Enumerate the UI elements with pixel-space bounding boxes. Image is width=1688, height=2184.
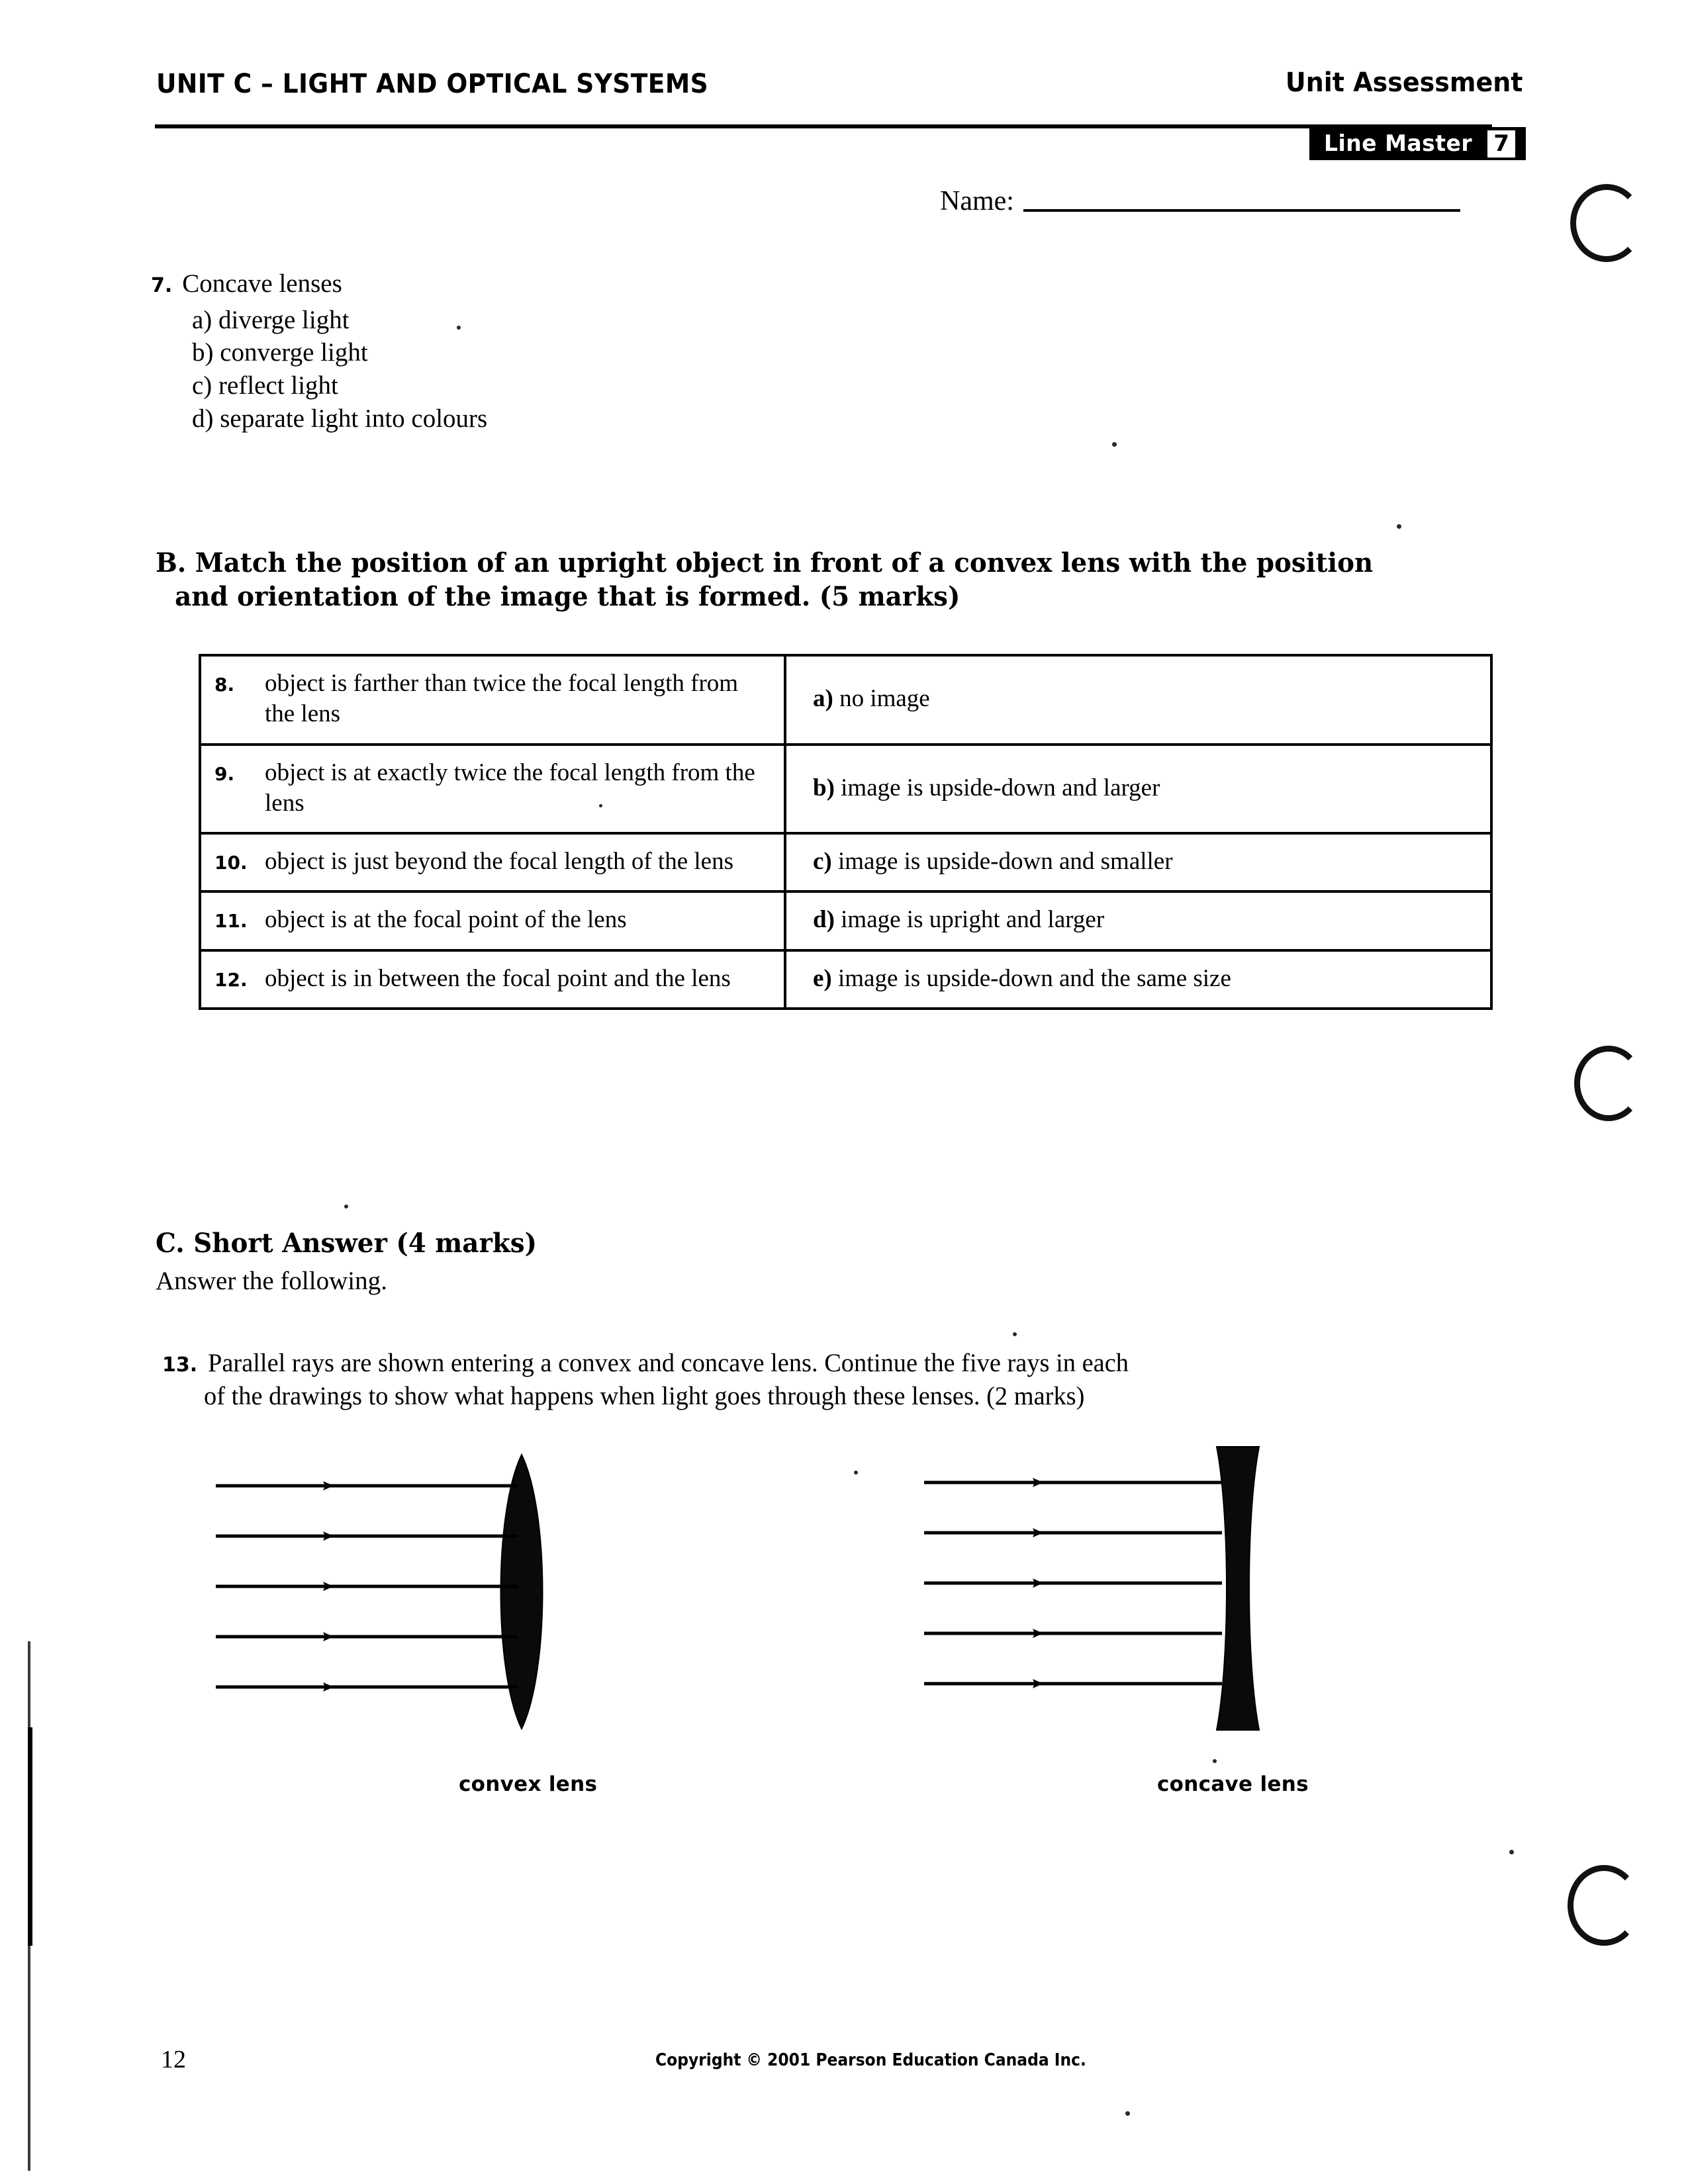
convex-lens-diagram[interactable] (212, 1449, 596, 1734)
question-7-options (192, 304, 1078, 436)
table-cell-option[interactable] (785, 891, 1491, 950)
item-number: 12. (214, 968, 248, 991)
scan-speck (344, 1205, 348, 1208)
matching-table (199, 654, 1493, 1010)
question-13-line-2: of the drawings to show what happens when light goes through these lenses. (2 marks) (204, 1381, 1085, 1410)
table-cell-prompt[interactable] (200, 833, 785, 891)
line-master-number: 7 (1487, 130, 1515, 158)
binder-hole-mark-icon (1574, 1046, 1643, 1121)
scan-speck (854, 1471, 858, 1475)
assessment-label: Unit Assessment (1285, 68, 1523, 98)
section-c-instruction: Answer the following. (156, 1267, 387, 1295)
copyright-notice: Copyright © 2001 Pearson Education Canada Inc. (655, 2050, 1086, 2070)
table-cell-prompt[interactable] (200, 745, 785, 834)
name-field-label: Name: (940, 186, 1014, 216)
item-prompt-text: object is farther than twice the focal length from the lens (265, 670, 739, 728)
scan-speck (457, 326, 461, 330)
option-text: no image (839, 685, 930, 713)
question-7-option-a[interactable]: a) diverge light (192, 305, 350, 334)
option-text: image is upside-down and larger (841, 774, 1160, 801)
section-c-heading: C. Short Answer (4 marks) (156, 1228, 537, 1259)
table-cell-option[interactable] (785, 950, 1491, 1009)
item-number: 11. (214, 910, 248, 933)
item-prompt-text: object is in between the focal point and the lens (265, 964, 731, 992)
question-7-option-c[interactable]: c) reflect light (192, 371, 338, 400)
table-row (200, 950, 1491, 1009)
scan-speck (1213, 1759, 1217, 1763)
scan-speck (1112, 442, 1117, 447)
option-letter: c) (813, 848, 832, 875)
question-13-line-1: Parallel rays are shown entering a convex and concave lens. Continue the five rays in each (208, 1349, 1129, 1377)
question-7-option-b[interactable]: b) converge light (192, 338, 368, 367)
line-master-label: Line Master (1324, 130, 1473, 157)
table-cell-prompt[interactable] (200, 891, 785, 950)
name-field-underline[interactable] (1023, 209, 1460, 212)
concave-lens-label: concave lens (1157, 1772, 1309, 1796)
scan-speck (1397, 524, 1401, 529)
convex-lens-label: convex lens (459, 1772, 598, 1796)
scan-speck (599, 804, 602, 807)
item-prompt-text: object is at the focal point of the lens (265, 906, 627, 934)
page-number: 12 (161, 2046, 186, 2073)
header-divider (155, 124, 1492, 128)
option-text: image is upside-down and smaller (838, 848, 1173, 875)
section-b-heading (156, 546, 1421, 614)
question-13-number: 13. (162, 1353, 198, 1377)
name-field[interactable] (940, 187, 1460, 215)
page-title: UNIT C – LIGHT AND OPTICAL SYSTEMS (156, 69, 709, 99)
table-cell-option[interactable] (785, 745, 1491, 834)
table-row (200, 655, 1491, 745)
table-row (200, 833, 1491, 891)
table-cell-option[interactable] (785, 833, 1491, 891)
option-letter: a) (813, 685, 833, 713)
scan-margin-line (28, 1727, 32, 1946)
table-cell-prompt[interactable] (200, 655, 785, 745)
option-letter: e) (813, 964, 832, 992)
line-master-badge (1309, 127, 1526, 160)
item-number: 9. (214, 762, 235, 785)
question-7-stem: Concave lenses (182, 269, 342, 298)
table-row (200, 891, 1491, 950)
option-letter: d) (813, 906, 835, 934)
table-cell-option[interactable] (785, 655, 1491, 745)
item-prompt-text: object is at exactly twice the focal length from the lens (265, 758, 755, 817)
table-cell-prompt[interactable] (200, 950, 785, 1009)
binder-hole-mark-icon (1568, 1865, 1640, 1946)
section-b-line-2: and orientation of the image that is formed. (5 marks) (175, 581, 961, 613)
scan-speck (1509, 1850, 1514, 1854)
item-number: 8. (214, 674, 235, 696)
binder-hole-mark-icon (1570, 184, 1643, 262)
section-c (156, 1228, 1082, 1296)
scan-speck (1013, 1332, 1017, 1336)
concave-lens-diagram[interactable] (920, 1443, 1311, 1734)
question-13 (162, 1347, 1479, 1413)
question-7 (151, 268, 1078, 435)
item-number: 10. (214, 852, 248, 874)
scan-speck (1125, 2111, 1130, 2116)
option-letter: b) (813, 774, 835, 801)
table-row (200, 745, 1491, 834)
option-text: image is upright and larger (841, 906, 1105, 934)
question-7-option-d[interactable]: d) separate light into colours (192, 404, 488, 433)
question-7-number: 7. (151, 274, 173, 297)
section-b-line-1: B. Match the position of an upright object in front of a convex lens with the position (156, 547, 1374, 578)
item-prompt-text: object is just beyond the focal length of the lens (265, 848, 733, 875)
option-text: image is upside-down and the same size (838, 964, 1231, 992)
